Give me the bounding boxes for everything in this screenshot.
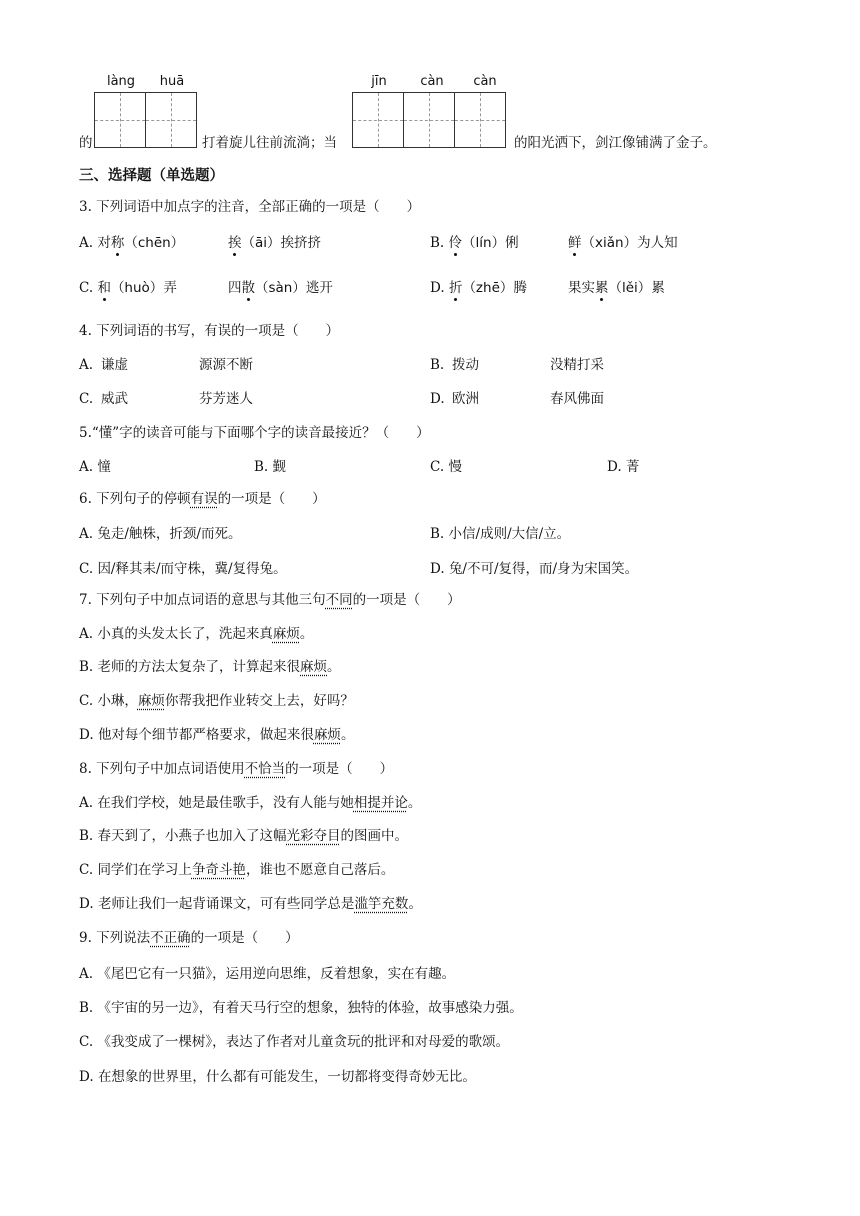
q3-option-c-part2: 四散（sàn）逃开 — [228, 280, 333, 296]
emphasis-dots: 有误 — [190, 491, 218, 507]
fill-text-after: 的阳光洒下，剑江像铺满了金子。 — [514, 135, 717, 151]
q9-option-c[interactable]: C. 《我变成了一棵树》，表达了作者对儿童贪玩的批评和对母爱的歌颂。 — [79, 1034, 510, 1050]
answer-box[interactable] — [403, 92, 455, 148]
q9-option-b[interactable]: B. 《宇宙的另一边》，有着天马行空的想象，独特的体验，故事感染力强。 — [79, 1000, 523, 1016]
q7-option-b[interactable]: B. 老师的方法太复杂了，计算起来很麻烦。 — [79, 659, 341, 675]
q3-option-d-part2: 果实累（lěi）累 — [568, 280, 665, 296]
q9-option-a[interactable]: A. 《尾巴它有一只猫》，运用逆向思维，反着想象，实在有趣。 — [79, 966, 456, 982]
answer-boxes-left — [94, 92, 196, 148]
q4-option-b-word2: 没精打采 — [550, 357, 604, 373]
q5-option-a[interactable]: A. 憧 — [79, 459, 111, 475]
q4-option-b-word1: 拨动 — [452, 357, 479, 373]
q3-option-b-part2: 鲜（xiǎn）为人知 — [568, 235, 678, 251]
q3-option-c[interactable]: C. 和（huò）弄 — [79, 280, 177, 296]
q5-option-b[interactable]: B. 觐 — [254, 459, 287, 475]
q7-option-d[interactable]: D. 他对每个细节都严格要求，做起来很麻烦。 — [79, 727, 355, 743]
q8-option-d[interactable]: D. 老师让我们一起背诵课文，可有些同学总是滥竽充数。 — [79, 896, 422, 912]
answer-box[interactable] — [94, 92, 146, 148]
pinyin-lang: làng — [106, 74, 136, 89]
q4-option-a-label[interactable]: A. — [79, 357, 94, 373]
q8-option-b[interactable]: B. 春天到了，小燕子也加入了这幅光彩夺目的图画中。 — [79, 828, 409, 844]
q5-option-d[interactable]: D. 菁 — [607, 459, 640, 475]
q6-option-b[interactable]: B. 小信/成则/大信/立。 — [430, 526, 571, 542]
answer-box[interactable] — [352, 92, 404, 148]
section-heading: 三、选择题（单选题） — [79, 167, 224, 184]
q6-option-a[interactable]: A. 兔走/触株，折颈/而死。 — [79, 526, 242, 542]
q4-option-d-label[interactable]: D. — [430, 391, 445, 407]
q5-option-c[interactable]: C. 慢 — [430, 459, 462, 475]
question-6-stem: 6. 下列句子的停顿有误的一项是（ ） — [79, 491, 326, 507]
q4-option-a-word1: 谦虚 — [101, 357, 128, 373]
emphasis-dots: 不正确 — [150, 930, 191, 946]
q4-option-d-word1: 欧洲 — [452, 391, 479, 407]
question-8-stem: 8. 下列句子中加点词语使用不恰当的一项是（ ） — [79, 761, 394, 777]
emphasis-dots: 不恰当 — [244, 761, 286, 777]
q4-option-c-word2: 芬芳迷人 — [199, 391, 253, 407]
q7-option-a[interactable]: A. 小真的头发太长了，洗起来真麻烦。 — [79, 626, 314, 642]
answer-box[interactable] — [454, 92, 506, 148]
q9-option-d[interactable]: D. 在想象的世界里，什么都有可能发生，一切都将变得奇妙无比。 — [79, 1069, 476, 1085]
q4-option-d-word2: 春风佛面 — [550, 391, 604, 407]
q8-option-c[interactable]: C. 同学们在学习上争奇斗艳，谁也不愿意自己落后。 — [79, 862, 395, 878]
question-5-stem: 5.“懂”字的读音可能与下面哪个字的读音最接近？（ ） — [79, 425, 430, 441]
q4-option-b-label[interactable]: B. — [430, 357, 445, 373]
pinyin-can-1: càn — [420, 74, 444, 89]
q8-option-a[interactable]: A. 在我们学校，她是最佳歌手，没有人能与她相提并论。 — [79, 795, 422, 811]
fill-text-middle: 打着旋儿往前流淌；当 — [202, 135, 337, 151]
question-3-stem: 3. 下列词语中加点字的注音，全部正确的一项是（ ） — [79, 199, 421, 215]
pinyin-hua: huā — [159, 74, 185, 89]
q4-option-c-label[interactable]: C. — [79, 391, 94, 407]
emphasis-dots: 不同 — [325, 592, 353, 608]
question-4-stem: 4. 下列词语的书写，有误的一项是（ ） — [79, 323, 340, 339]
answer-box[interactable] — [145, 92, 197, 148]
pinyin-can-2: càn — [473, 74, 497, 89]
q7-option-c[interactable]: C. 小琳，麻烦你帮我把作业转交上去，好吗？ — [79, 693, 354, 709]
q3-option-d[interactable]: D. 折（zhē）腾 — [430, 280, 527, 296]
pinyin-jin: jīn — [371, 74, 387, 89]
q6-option-c[interactable]: C. 因/释其耒/而守株，冀/复得兔。 — [79, 561, 287, 577]
question-7-stem: 7. 下列句子中加点词语的意思与其他三句不同的一项是（ ） — [79, 592, 461, 608]
q3-option-a-part2: 挨（āi）挨挤挤 — [228, 235, 322, 251]
q3-option-b[interactable]: B. 伶（lín）俐 — [430, 235, 519, 251]
q6-option-d[interactable]: D. 兔/不可/复得，而/身为宋国笑。 — [430, 561, 639, 577]
q4-option-c-word1: 威武 — [101, 391, 128, 407]
answer-boxes-right — [352, 92, 505, 148]
q3-option-a[interactable]: A. 对称（chēn） — [79, 235, 185, 251]
fill-text-before: 的 — [79, 135, 93, 151]
q4-option-a-word2: 源源不断 — [199, 357, 253, 373]
question-9-stem: 9. 下列说法不正确的一项是（ ） — [79, 930, 299, 946]
